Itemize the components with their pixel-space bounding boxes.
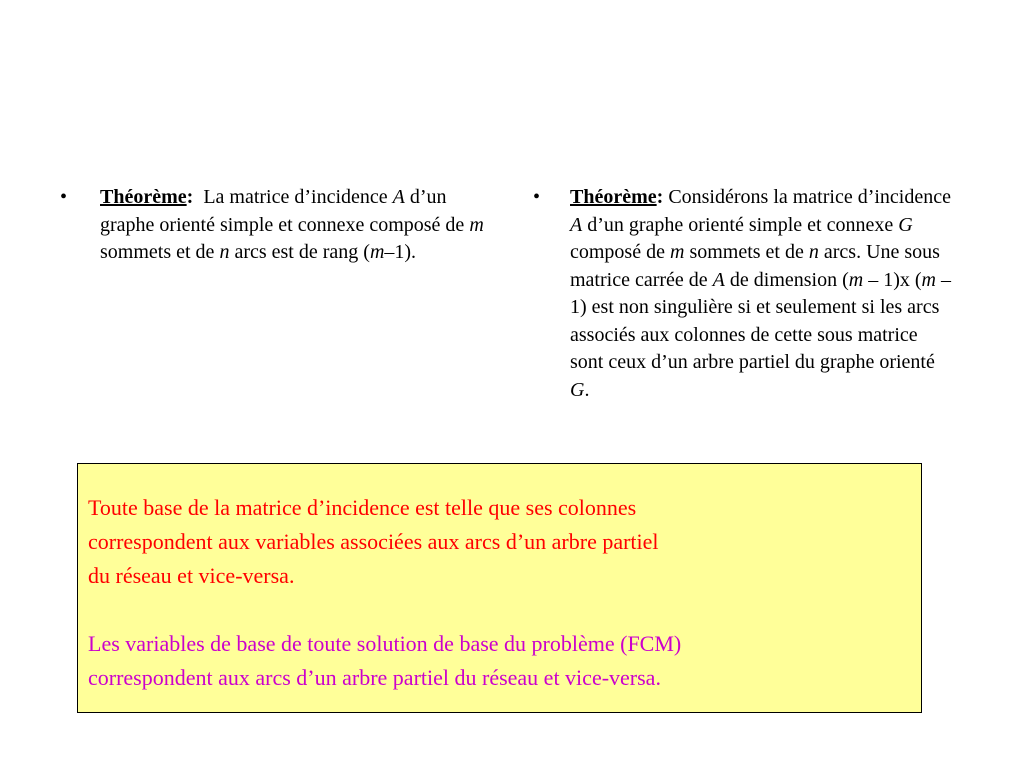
text-segment: de dimension ( bbox=[724, 268, 849, 291]
bullet-icon: • bbox=[60, 186, 68, 208]
highlight-paragraph-2: Les variables de base de toute solution de base du problème (FCM) correspondent aux arcs d’un arbre partiel du réseau et vice-versa. bbox=[88, 631, 682, 690]
theorem-colon: : bbox=[656, 186, 664, 208]
theorem-colon: : bbox=[186, 186, 194, 208]
text-segment: sommets et de bbox=[684, 241, 809, 263]
highlight-box bbox=[77, 463, 922, 713]
text-segment: arcs est de rang ( bbox=[229, 241, 370, 263]
variable: G bbox=[898, 213, 913, 236]
variable: n bbox=[808, 241, 819, 263]
bullet-icon: • bbox=[533, 186, 541, 208]
theorem-term: Théorème bbox=[570, 186, 657, 208]
variable: A bbox=[392, 186, 405, 208]
theorem-bullet-left bbox=[60, 184, 500, 267]
variable: m bbox=[469, 213, 484, 236]
highlight-paragraph-1: Toute base de la matrice d’incidence est telle que ses colonnes correspondent aux variables associées aux arcs d’un arbre partiel du réseau et vice-versa. bbox=[88, 495, 659, 588]
variable: A bbox=[570, 213, 583, 236]
variable: m bbox=[369, 241, 385, 263]
theorem-text-right bbox=[570, 184, 953, 404]
theorem-text-left bbox=[100, 184, 500, 267]
text-segment: d’un graphe orienté simple et connexe composé de bbox=[100, 186, 470, 236]
variable: G bbox=[570, 378, 585, 401]
variable: m bbox=[669, 241, 685, 263]
text-segment: sommets et de bbox=[100, 241, 220, 263]
theorem-term: Théorème bbox=[100, 186, 187, 208]
text-segment: composé de bbox=[570, 241, 670, 263]
variable: m bbox=[921, 268, 936, 291]
text-segment: . bbox=[584, 378, 590, 401]
variable: n bbox=[219, 241, 230, 263]
text-segment: Considérons la matrice d’incidence bbox=[663, 186, 951, 208]
text-segment: – 1)x ( bbox=[863, 268, 922, 291]
variable: A bbox=[712, 268, 725, 291]
text-segment: arcs. Une sous matrice carrée de bbox=[570, 241, 940, 291]
text-segment: – 1) est non singulière si et seulement si les arcs associés aux colonnes de cette sous matrice sont ceux d’un arbre partiel du graphe orienté bbox=[570, 268, 951, 373]
text-segment: d’un graphe orienté simple et connexe bbox=[582, 213, 899, 236]
text-segment: La matrice d’incidence bbox=[193, 186, 393, 208]
text-segment: –1). bbox=[384, 241, 417, 263]
variable: m bbox=[848, 268, 864, 291]
theorem-bullet-right bbox=[533, 184, 953, 404]
